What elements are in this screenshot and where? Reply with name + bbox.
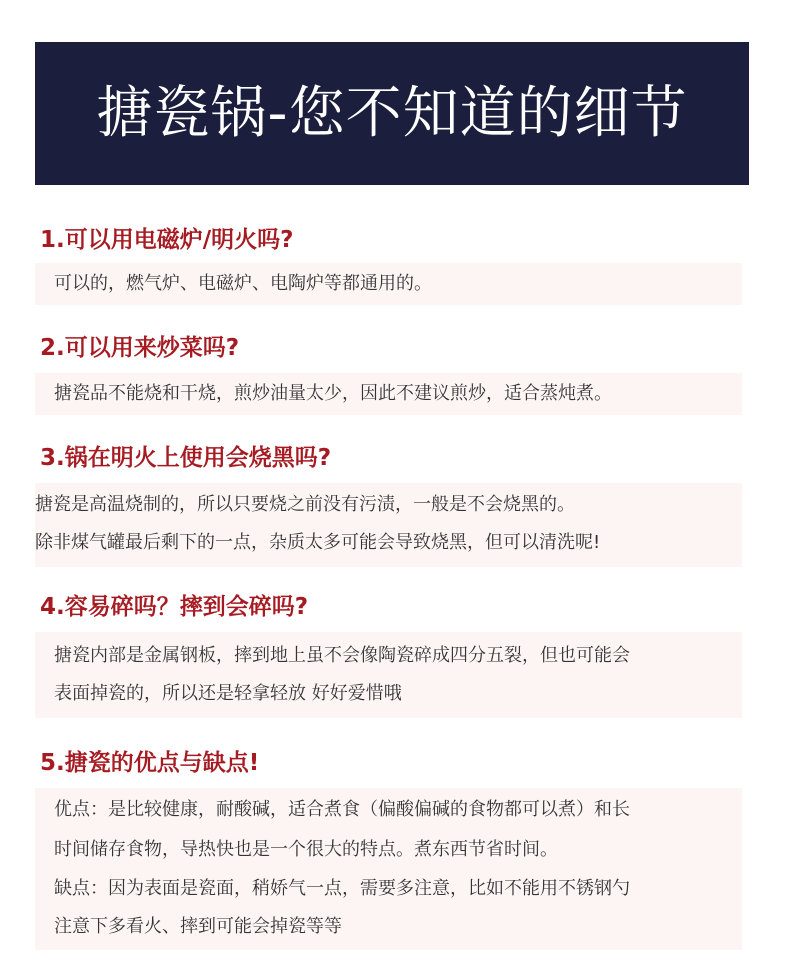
answer-line-3-2: 除非煤气罐最后剩下的一点，杂质太多可能会导致烧黑，但可以清洗呢!: [35, 532, 601, 553]
title-banner: [35, 42, 749, 185]
answer-line-4-1: 搪瓷内部是金属钢板，摔到地上虽不会像陶瓷碎成四分五裂，但也可能会: [54, 645, 630, 666]
question-heading-2: 2.可以用来炒菜吗?: [40, 335, 240, 361]
answer-line-2-1: 搪瓷品不能烧和干烧，煎炒油量太少，因此不建议煎炒，适合蒸炖煮。: [54, 383, 612, 404]
answer-line-3-1: 搪瓷是高温烧制的，所以只要烧之前没有污渍，一般是不会烧黑的。: [35, 494, 575, 515]
page-title: 搪瓷锅-您不知道的细节: [96, 80, 688, 146]
answer-line-5-4: 注意下多看火、摔到可能会掉瓷等等: [54, 916, 342, 937]
question-heading-3: 3.锅在明火上使用会烧黑吗?: [40, 445, 332, 471]
answer-line-5-2: 时间储存食物，导热快也是一个很大的特点。煮东西节省时间。: [54, 839, 558, 860]
question-heading-1: 1.可以用电磁炉/明火吗?: [40, 227, 294, 253]
answer-box-2: [35, 373, 742, 415]
answer-line-5-3: 缺点：因为表面是瓷面，稍娇气一点，需要多注意，比如不能用不锈钢勺: [54, 878, 630, 899]
answer-box-3: [35, 483, 742, 567]
question-heading-4: 4.容易碎吗？摔到会碎吗?: [40, 594, 309, 620]
answer-line-4-2: 表面掉瓷的，所以还是轻拿轻放 好好爱惜哦: [54, 683, 402, 704]
answer-box-5: [35, 788, 742, 950]
answer-line-1-1: 可以的，燃气炉、电磁炉、电陶炉等都通用的。: [54, 273, 432, 294]
answer-box-4: [35, 632, 742, 718]
question-heading-5: 5.搪瓷的优点与缺点!: [40, 750, 260, 776]
answer-box-1: [35, 263, 742, 305]
answer-line-5-1: 优点：是比较健康，耐酸碱，适合煮食（偏酸偏碱的食物都可以煮）和长: [54, 799, 630, 820]
